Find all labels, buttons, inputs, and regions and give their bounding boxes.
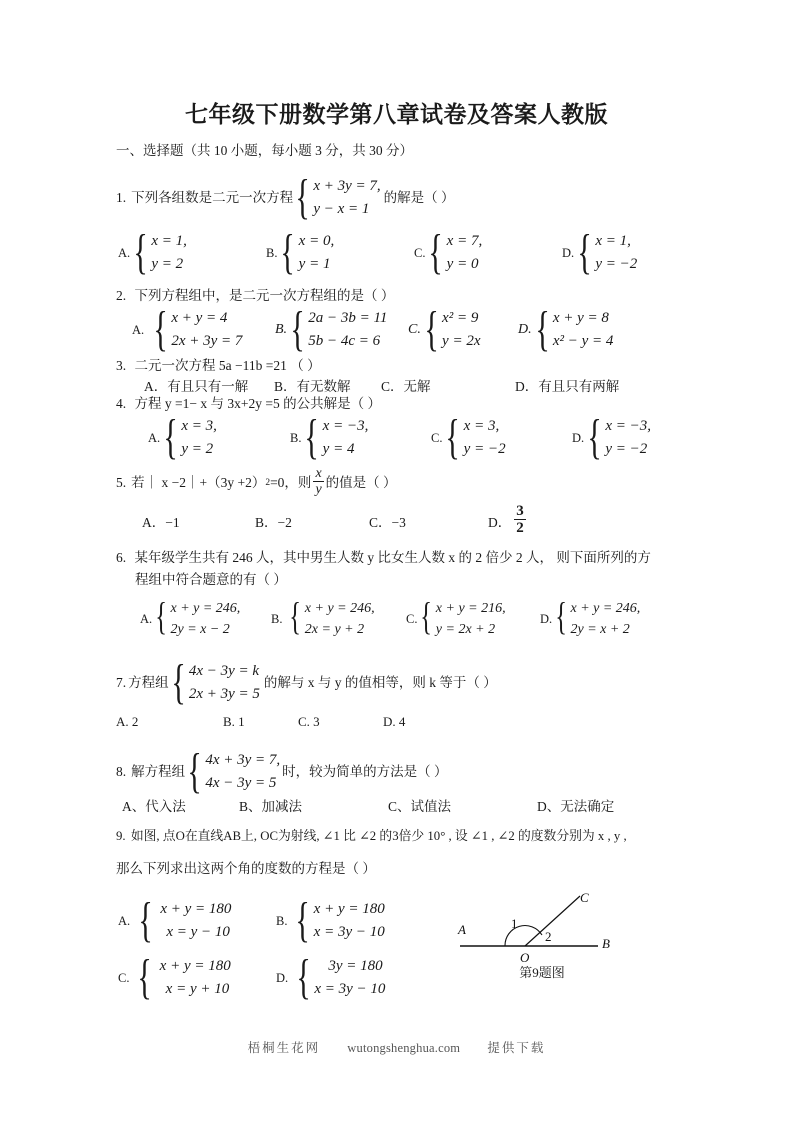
q9-d-line1: 3y = 180 [328, 958, 383, 974]
question-9-figure [452, 890, 632, 970]
question-1-text: 下列各组数是二元一次方程 [131, 190, 294, 206]
question-3-stem [116, 356, 321, 376]
question-4-number: 4. [116, 396, 127, 411]
q1-c-line1: x = 7, [446, 233, 483, 249]
angle-diagram-svg [452, 890, 632, 970]
question-8-stem [116, 743, 448, 799]
q2-b-line2: 5b − 4c = 6 [308, 333, 381, 350]
q6-option-a-label: A. [140, 611, 153, 626]
q9-option-b-label: B. [276, 913, 288, 928]
figure-label-O: O [520, 950, 530, 965]
q6-d-line2: 2y = x + 2 [570, 622, 630, 637]
q6-b-line1: x + y = 246, [304, 601, 375, 616]
q6-a-line2: 2y = x − 2 [170, 622, 230, 637]
q4-option-c[interactable]: C. { x = 3, y = −2 [431, 409, 506, 465]
question-5-text-c: 的值是（ ） [325, 475, 397, 491]
q7-option-b[interactable]: B. 1 [223, 714, 245, 729]
question-5-text-b: =0，则 [270, 475, 312, 491]
q2-c-line2: y = 2x [442, 333, 481, 350]
q3-option-b[interactable]: B．有无数解 [274, 379, 351, 394]
q4-option-d[interactable]: D. { x = −3, y = −2 [572, 409, 652, 465]
q1-option-a[interactable]: A. { x = 1, y = 2 [118, 224, 187, 280]
question-6-text-1: 某年级学生共有 246 人，其中男生人数 y 比女生人数 x 的 2 倍少 2 人， 则下面所列的方 [134, 550, 651, 565]
question-9-stem-line-1 [116, 827, 627, 846]
q4-b-line2: y = 4 [322, 441, 355, 458]
q6-d-line1: x + y = 246, [570, 601, 641, 616]
q4-option-a-label: A. [148, 430, 161, 445]
q1-option-c-label: C. [414, 245, 426, 260]
q1-option-c[interactable]: C. { x = 7, y = 0 [414, 224, 483, 280]
footer-site-name: 梧桐生花网 [247, 1041, 321, 1055]
q2-b-line1: 2a − 3b = 11 [308, 310, 388, 326]
q5-d-den: 2 [516, 520, 524, 537]
q6-c-line1: x + y = 216, [435, 601, 506, 616]
q2-d-line1: x + y = 8 [552, 310, 609, 326]
q4-a-line1: x = 3, [181, 418, 217, 434]
question-8-text: 解方程组 [131, 764, 186, 780]
question-6-stem-line-2: 程组中符合题意的有（ ） [135, 572, 287, 587]
q9-b-line1: x + y = 180 [313, 901, 385, 917]
figure-label-A: A [458, 922, 466, 937]
q5-frac-den: y [315, 482, 322, 498]
question-9-number: 9. [116, 829, 126, 843]
question-4-text: 方程 y =1− x 与 3x+2y =5 的公共解是（ ） [134, 396, 381, 411]
question-5-number: 5. [116, 475, 127, 491]
question-3-text: 二元一次方程 5a −11b =21 （ ） [134, 358, 321, 373]
q5-d-num: 3 [516, 503, 524, 519]
question-8-system: { 4x + 3y = 7, 4x − 3y = 5 [187, 743, 281, 799]
q9-d-line2: x = 3y − 10 [314, 981, 386, 998]
q6-option-d[interactable]: D. { x + y = 246, 2y = x + 2 [540, 596, 641, 639]
q2-a-line1: x + y = 4 [171, 310, 228, 326]
q1-option-d[interactable]: D. { x = 1, y = −2 [562, 224, 638, 280]
section-heading: 一、选择题（共 10 小题，每小题 3 分，共 30 分） [116, 143, 413, 158]
q8-option-c[interactable]: C、试值法 [388, 799, 452, 814]
q2-a-line2: 2x + 3y = 7 [171, 333, 243, 350]
q1-b-line2: y = 1 [298, 256, 331, 273]
q1-option-d-label: D. [562, 245, 575, 260]
question-5-options [142, 505, 528, 537]
q4-option-b-label: B. [290, 430, 302, 445]
q9-option-c[interactable]: C. { x + y = 180 x = y + 10 [118, 949, 231, 1005]
q1-sys-line-1: x + 3y = 7, [313, 178, 381, 194]
q9-option-c-label: C. [118, 970, 130, 985]
q7-option-c[interactable]: C. 3 [298, 714, 320, 729]
q1-a-line1: x = 1, [151, 233, 187, 249]
question-7-stem [116, 654, 497, 710]
q1-c-line2: y = 0 [446, 256, 479, 273]
q1-b-line1: x = 0, [298, 233, 335, 249]
question-1-options [118, 224, 638, 280]
q4-option-c-label: C. [431, 430, 443, 445]
question-6-number: 6. [116, 550, 127, 565]
q1-option-b[interactable]: B. { x = 0, y = 1 [266, 224, 335, 280]
q5-option-d[interactable] [488, 505, 528, 537]
q1-option-b-label: B. [266, 245, 278, 260]
q9-option-b[interactable]: B. { x + y = 180 x = 3y − 10 [276, 892, 385, 948]
q9-option-d-label: D. [276, 970, 289, 985]
q9-option-a-label: A. [118, 913, 131, 928]
figure-label-B: B [602, 936, 610, 951]
question-7-system: { 4x − 3y = k 2x + 3y = 5 [171, 654, 260, 710]
question-7-text-after: 的解与 x 与 y 的值相等，则 k 等于（ ） [263, 675, 497, 691]
q1-sys-line-2: y − x = 1 [313, 201, 370, 218]
question-3-number: 3. [116, 358, 127, 373]
q5-frac-num: x [315, 466, 322, 481]
question-9-options-row-2 [118, 949, 386, 1005]
q4-d-line2: y = −2 [605, 441, 648, 458]
question-1-stem [116, 169, 455, 225]
question-2-number: 2. [116, 288, 127, 303]
question-1-number: 1. [116, 190, 127, 206]
question-2-text: 下列方程组中，是二元一次方程组的是（ ） [134, 288, 395, 303]
q4-d-line1: x = −3, [605, 418, 652, 434]
q6-option-b[interactable]: B. { x + y = 246, 2x = y + 2 [271, 596, 375, 639]
q5-option-a[interactable]: A．−1 [142, 515, 180, 531]
question-5-exponent: 2 [265, 478, 271, 489]
q6-option-b-label: B. [271, 611, 283, 626]
q2-option-c-label: C. [408, 322, 421, 338]
question-5-fraction [313, 467, 323, 497]
q2-option-d[interactable]: D. { x + y = 8 x² − y = 4 [518, 301, 614, 357]
q5-option-c[interactable]: C．−3 [369, 515, 406, 531]
question-8-number: 8. [116, 764, 127, 780]
question-7-options [116, 714, 405, 730]
q4-c-line2: y = −2 [463, 441, 506, 458]
q9-a-line2: x = y − 10 [166, 924, 230, 941]
figure-caption: 第9题图 [519, 965, 565, 980]
q8-option-d[interactable]: D、无法确定 [537, 799, 615, 814]
q9-c-line1: x + y = 180 [159, 958, 231, 974]
q6-option-a[interactable]: A. { x + y = 246, 2y = x − 2 [140, 596, 241, 639]
question-1-text-after: 的解是（ ） [383, 190, 455, 206]
q7-option-d[interactable]: D. 4 [383, 714, 406, 729]
q7-option-a[interactable]: A. 2 [116, 714, 139, 729]
q3-option-c[interactable]: C．无解 [381, 379, 431, 394]
q2-option-d-label: D. [518, 322, 532, 338]
page-title: 七年级下册数学第八章试卷及答案人教版 [185, 102, 608, 127]
question-7-text: 方程组 [128, 675, 169, 691]
q7-sys-line1: 4x − 3y = k [188, 663, 260, 679]
q9-b-line2: x = 3y − 10 [313, 924, 385, 941]
question-7-number: 7. [116, 675, 127, 691]
q4-c-line1: x = 3, [463, 418, 500, 434]
q8-option-b[interactable]: B、加减法 [239, 799, 303, 814]
q9-c-line2: x = y + 10 [165, 981, 230, 998]
q4-option-b[interactable]: B. { x = −3, y = 4 [290, 409, 369, 465]
q2-d-line2: x² − y = 4 [552, 333, 614, 350]
q6-option-d-label: D. [540, 611, 553, 626]
question-2-options [132, 301, 614, 357]
question-6-stem-line-1 [116, 548, 651, 568]
q3-option-d[interactable]: D．有且只有两解 [515, 379, 620, 394]
q8-sys-line2: 4x − 3y = 5 [205, 775, 277, 792]
q2-c-line1: x² = 9 [442, 310, 479, 326]
q1-d-line2: y = −2 [595, 256, 638, 273]
footer-url: wutongshenghua.com [347, 1041, 461, 1055]
q6-b-line2: 2x = y + 2 [304, 622, 365, 637]
q1-a-line2: y = 2 [151, 256, 184, 273]
q6-option-c[interactable]: C. { x + y = 216, y = 2x + 2 [406, 596, 506, 639]
q1-d-line1: x = 1, [595, 233, 631, 249]
q1-option-a-label: A. [118, 245, 131, 260]
q5-option-d-label: D． [488, 515, 512, 531]
question-5-stem [116, 468, 397, 498]
figure-label-C: C [580, 890, 589, 905]
question-9-text-1: 如图, 点O在直线AB上, OC为射线, ∠1 比 ∠2 的3倍少 10° , 设 ∠1 , ∠2 的度数分别为 x , y , [130, 829, 627, 843]
q9-option-d[interactable]: D. { 3y = 180 x = 3y − 10 [276, 949, 386, 1005]
q2-option-c[interactable]: C. { x² = 9 y = 2x [408, 301, 481, 357]
question-6-options [140, 598, 640, 640]
q2-option-b-label: B. [275, 322, 288, 338]
question-4-options [148, 409, 652, 465]
q9-a-line1: x + y = 180 [160, 901, 232, 917]
q9-option-a[interactable]: A. { x + y = 180 x = y − 10 [118, 892, 232, 948]
q8-option-a[interactable]: A、代入法 [122, 799, 186, 814]
q6-option-c-label: C. [406, 611, 418, 626]
q5-option-b[interactable]: B．−2 [255, 515, 292, 531]
ray-oc [525, 896, 580, 946]
q2-option-a[interactable]: A. { x + y = 4 2x + 3y = 7 [132, 301, 243, 357]
figure-label-2: 2 [545, 929, 552, 944]
q4-option-a[interactable]: A. { x = 3, y = 2 [148, 409, 217, 465]
question-8-options [122, 795, 614, 815]
footer [0, 1038, 793, 1056]
question-3-options [144, 375, 619, 395]
q6-a-line1: x + y = 246, [170, 601, 241, 616]
q6-c-line2: y = 2x + 2 [435, 622, 496, 637]
q4-a-line2: y = 2 [181, 441, 214, 458]
q2-option-b[interactable]: B. { 2a − 3b = 11 5b − 4c = 6 [275, 301, 388, 357]
question-1-system: { x + 3y = 7, y − x = 1 [295, 169, 381, 225]
question-8-text-after: 时，较为简单的方法是（ ） [282, 764, 448, 780]
q4-option-d-label: D. [572, 430, 585, 445]
question-4-stem [116, 394, 381, 414]
question-9-stem-line-2: 那么下列求出这两个角的度数的方程是（ ） [116, 861, 376, 876]
q7-sys-line2: 2x + 3y = 5 [188, 686, 260, 703]
figure-label-1: 1 [511, 916, 518, 931]
q3-option-a[interactable]: A．有且只有一解 [144, 379, 249, 394]
q4-b-line1: x = −3, [322, 418, 369, 434]
question-9-options-row-1 [118, 892, 385, 948]
question-5-text-a: 若｜ x −2｜+（3y +2） [131, 475, 266, 491]
q2-option-a-label: A. [132, 322, 145, 337]
footer-note: 提供下载 [487, 1041, 546, 1055]
q8-sys-line1: 4x + 3y = 7, [205, 752, 281, 768]
